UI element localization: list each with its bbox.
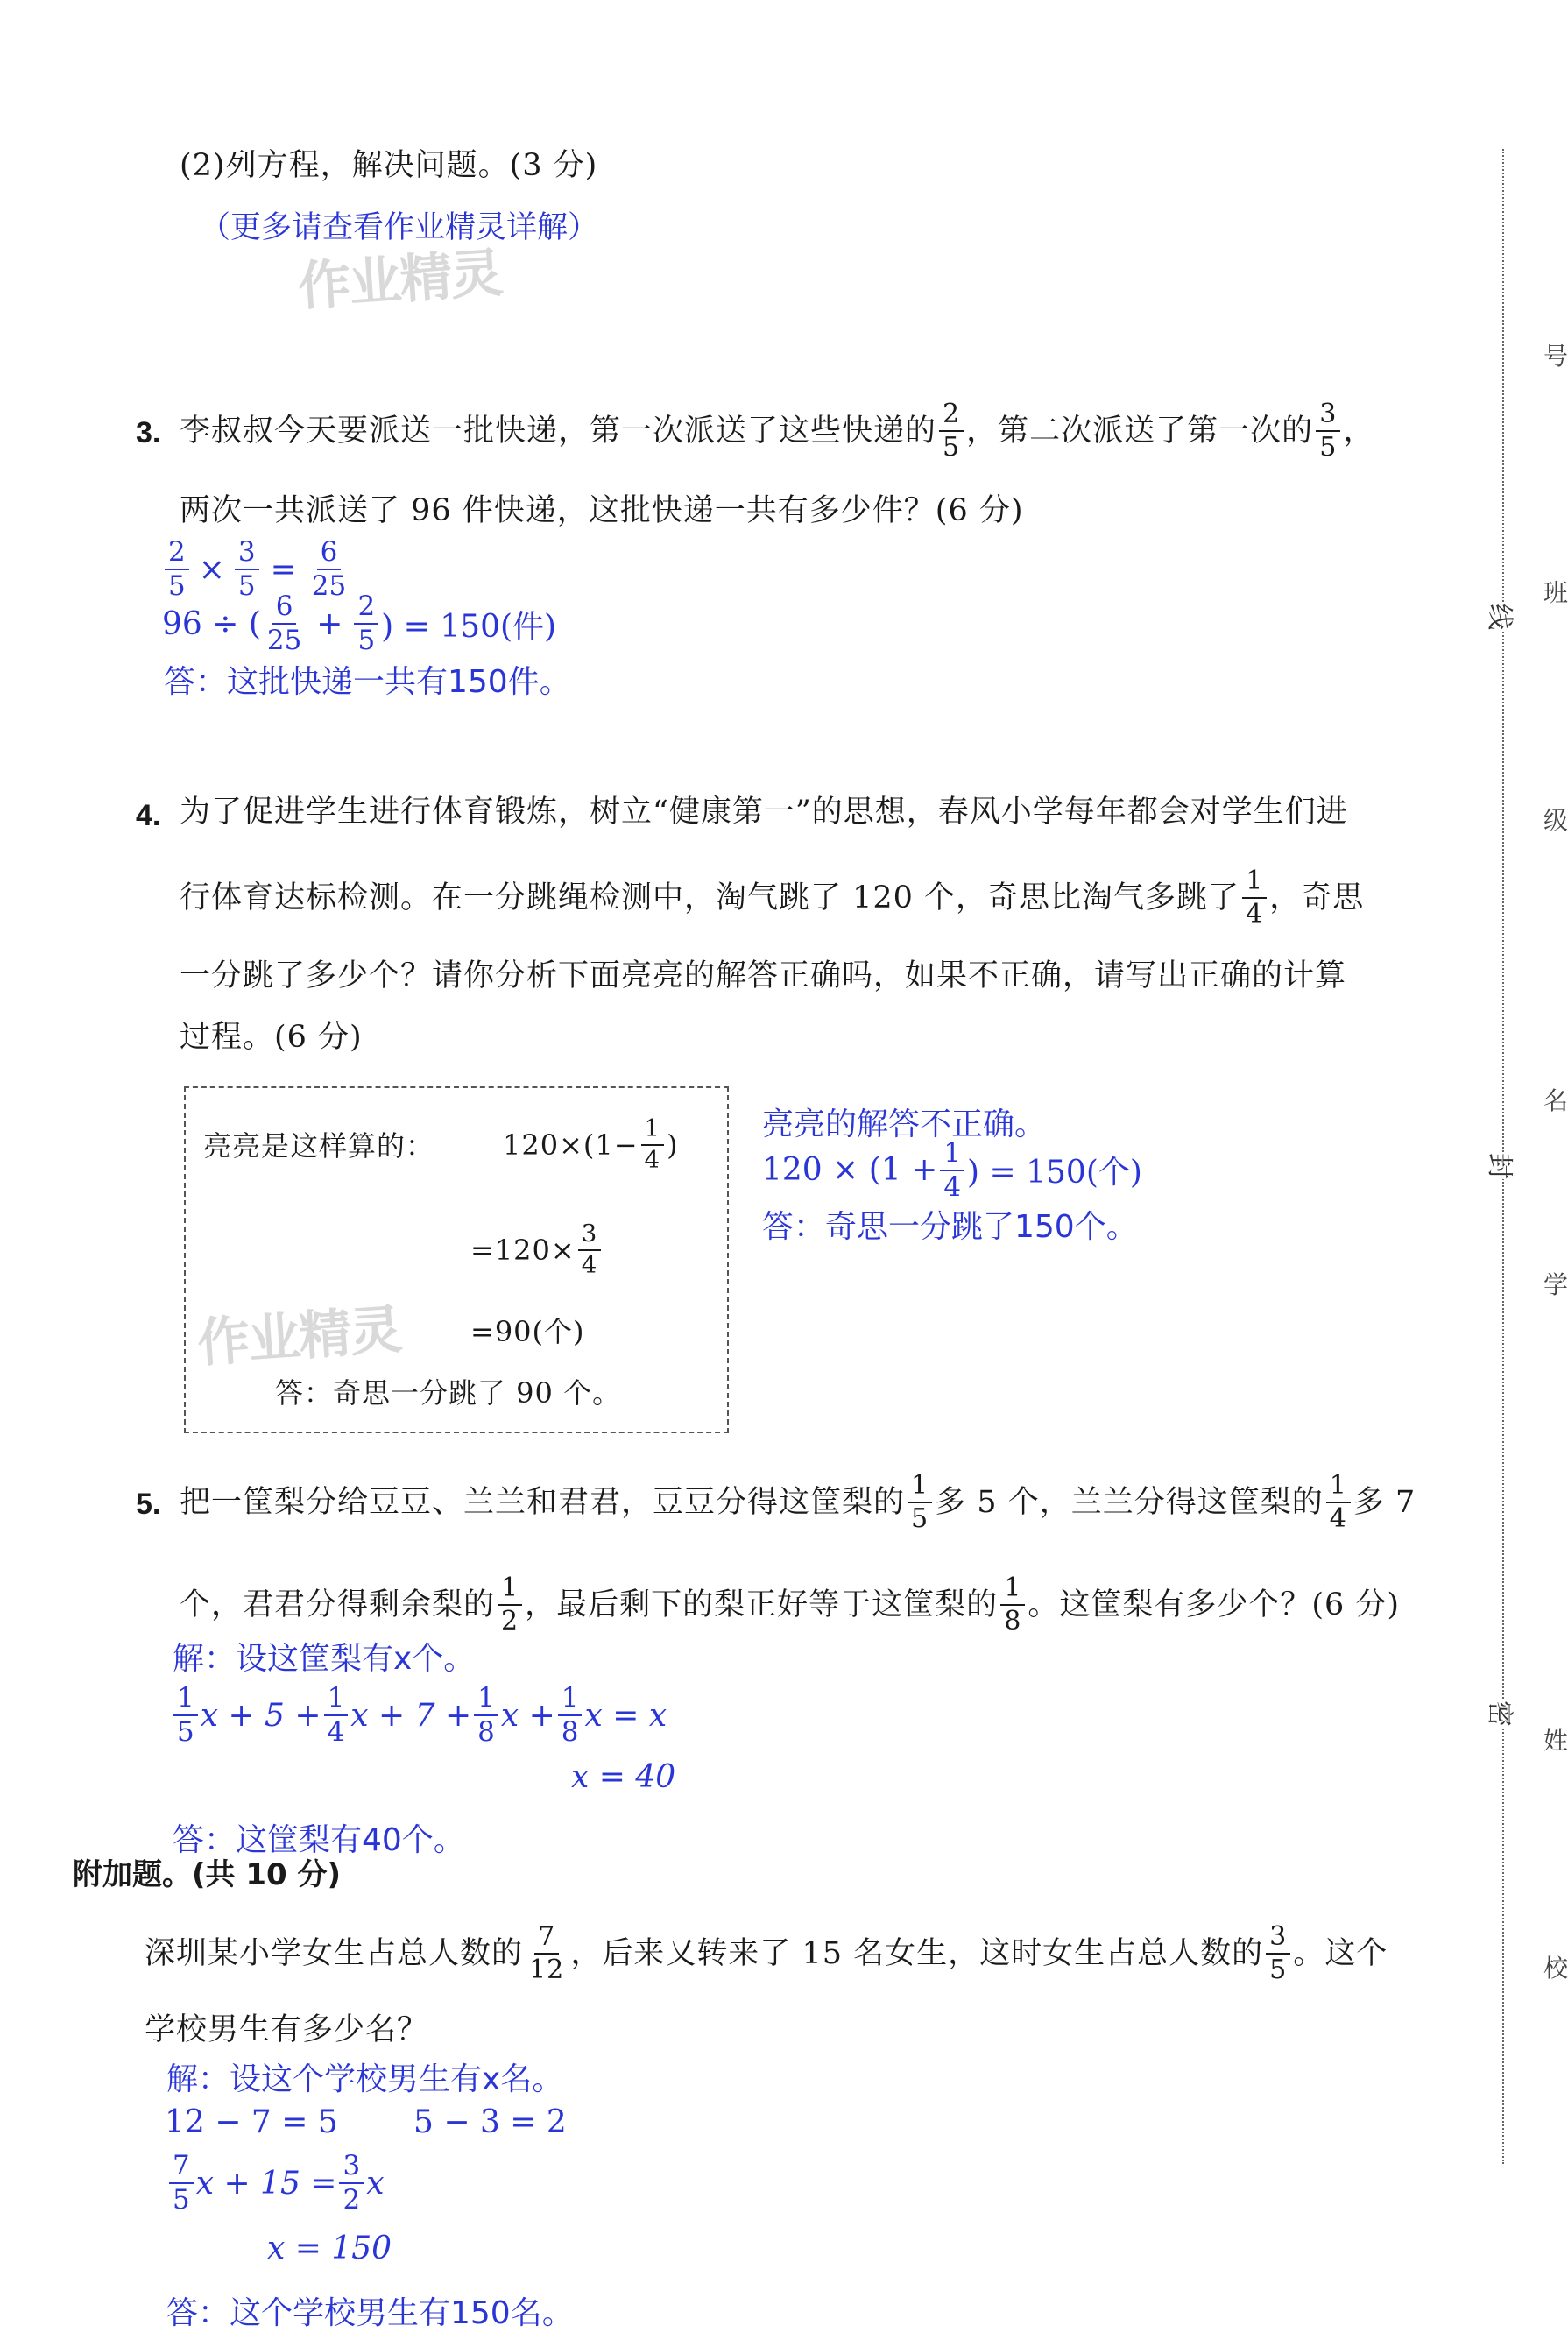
q3-line1 <box>180 396 1374 466</box>
q5-line1: 把一筐梨分给豆豆、兰兰和君君，豆豆分得这筐梨的 $\frac{1}{5}$ 多 5 个，兰兰分得这筐梨的 $\frac{1}{4}$ 多 7 <box>180 1469 1416 1534</box>
bonus-frac1: $\frac{7}{12}$ <box>529 1920 565 1985</box>
q3-frac2: $\frac{3}{5}$ <box>1316 401 1340 461</box>
edge-char: 名 <box>1543 1086 1568 1115</box>
q5-frac3: $\frac{1}{2}$ <box>498 1575 522 1635</box>
q5-answer-solution: x = 40 <box>571 1759 676 1795</box>
box-step3: =90(个) <box>470 1315 585 1348</box>
box-conclusion: 答：奇思一分跳了 90 个。 <box>275 1376 622 1410</box>
bonus-title: 附加题。(共 10 分) <box>73 1857 342 1892</box>
bonus-answer-calc2: 5 − 3 = 2 <box>413 2104 567 2140</box>
q3-answer-eq1: $\frac{2}{5}$ × $\frac{3}{5}$ = $\frac{6}{25}$ <box>162 539 352 600</box>
q5-frac4: $\frac{1}{8}$ <box>1000 1575 1025 1635</box>
box-step1: 120×(1− $\frac{1}{4}$ ) <box>503 1114 679 1174</box>
bonus-line2: 学校男生有多少名？ <box>145 2012 429 2047</box>
edge-char: 学 <box>1543 1270 1568 1299</box>
q3-text-c: ， <box>1343 413 1375 449</box>
watermark-2: 作业精灵 <box>195 1298 403 1375</box>
q3-text-a: 李叔叔今天要派送一批快递，第一次派送了这些快递的 <box>180 413 937 449</box>
hint-link[interactable]: （更多请查看作业精灵详解） <box>200 210 599 245</box>
bonus-answer-calc1: 12 − 7 = 5 <box>165 2104 338 2140</box>
box-label: 亮亮是这样算的： <box>203 1129 435 1163</box>
q5-number: 5. <box>136 1488 161 1521</box>
q3-frac1: $\frac{2}{5}$ <box>939 401 964 461</box>
liangliang-solution-box <box>184 1086 729 1433</box>
edge-char: 级 <box>1543 806 1568 835</box>
edge-char: 姓 <box>1543 1726 1568 1755</box>
q5-answer-conclusion: 答：这筐梨有40个。 <box>173 1822 465 1858</box>
q4-line4: 过程。(6 分) <box>180 1020 363 1055</box>
bonus-answer-setup: 解：设这个学校男生有x名。 <box>166 2061 564 2097</box>
q4-answer-verdict: 亮亮的解答不正确。 <box>762 1106 1047 1142</box>
box-step2: =120× $\frac{3}{4}$ <box>470 1211 604 1290</box>
bonus-answer-solution: x = 150 <box>267 2230 392 2266</box>
edge-char: 班 <box>1543 578 1568 607</box>
edge-char: 校 <box>1543 1954 1568 1983</box>
edge-char: 号 <box>1543 342 1568 371</box>
q3-text-b: ，第二次派送了第一次的 <box>966 413 1314 449</box>
q5-answer-setup: 解：设这筐梨有x个。 <box>173 1641 476 1677</box>
q4-line2: 行体育达标检测。在一分跳绳检测中，淘气跳了 120 个，奇思比淘气多跳了 $\frac{1}{4}$ ，奇思 <box>180 865 1365 930</box>
q4-frac: $\frac{1}{4}$ <box>1242 868 1267 928</box>
q4-answer-eq: 120 × (1 + $\frac{1}{4}$ ) = 150(个) <box>762 1136 1142 1203</box>
bonus-answer-conclusion: 答：这个学校男生有150名。 <box>166 2295 574 2331</box>
q5-frac1: $\frac{1}{5}$ <box>908 1473 932 1532</box>
q5-line2: 个，君君分得剩余梨的 $\frac{1}{2}$ ，最后剩下的梨正好等于这筐梨的 $\frac{1}{8}$ 。这筐梨有多少个？(6 分) <box>180 1572 1401 1637</box>
q4-line1: 为了促进学生进行体育锻炼，树立“健康第一”的思想，春风小学每年都会对学生们进 <box>180 795 1348 830</box>
q3-answer-conclusion: 答：这批快递一共有150件。 <box>164 664 571 700</box>
q3-answer-eq2: 96 ÷ ( $\frac{6}{25}$ + $\frac{2}{5}$ ) = 150(件) <box>162 590 557 656</box>
binding-label-xian: 线 <box>1480 604 1525 630</box>
watermark: 作业精灵 <box>296 242 504 318</box>
binding-label-mi: 密 <box>1480 1700 1525 1727</box>
prev-part-text: (2)列方程，解决问题。(3 分) <box>180 148 598 183</box>
q5-answer-eq: $\frac{1}{5}$ x + 5 + $\frac{1}{4}$ x + 7 + $\frac{1}{8}$ x + $\frac{1}{8}$ x = x <box>171 1680 667 1750</box>
bonus-frac2: $\frac{3}{5}$ <box>1266 1924 1290 1983</box>
bonus-answer-eq: $\frac{7}{5}$ x + 15 = $\frac{3}{2}$ x <box>166 2148 385 2218</box>
q3-line2: 两次一共派送了 96 件快递，这批快递一共有多少件？(6 分) <box>180 493 1024 528</box>
q3-number: 3. <box>136 416 161 449</box>
binding-label-feng: 封 <box>1480 1153 1525 1179</box>
q4-answer-conclusion: 答：奇思一分跳了150个。 <box>762 1209 1138 1245</box>
q4-line3: 一分跳了多少个？请你分析下面亮亮的解答正确吗，如果不正确，请写出正确的计算 <box>180 958 1347 993</box>
q5-frac2: $\frac{1}{4}$ <box>1326 1473 1351 1532</box>
bonus-line1: 深圳某小学女生占总人数的 $\frac{7}{12}$ ，后来又转来了 15 名女生，这时女生占总人数的 $\frac{3}{5}$ 。这个 <box>145 1920 1388 1985</box>
q4-number: 4. <box>136 799 161 832</box>
